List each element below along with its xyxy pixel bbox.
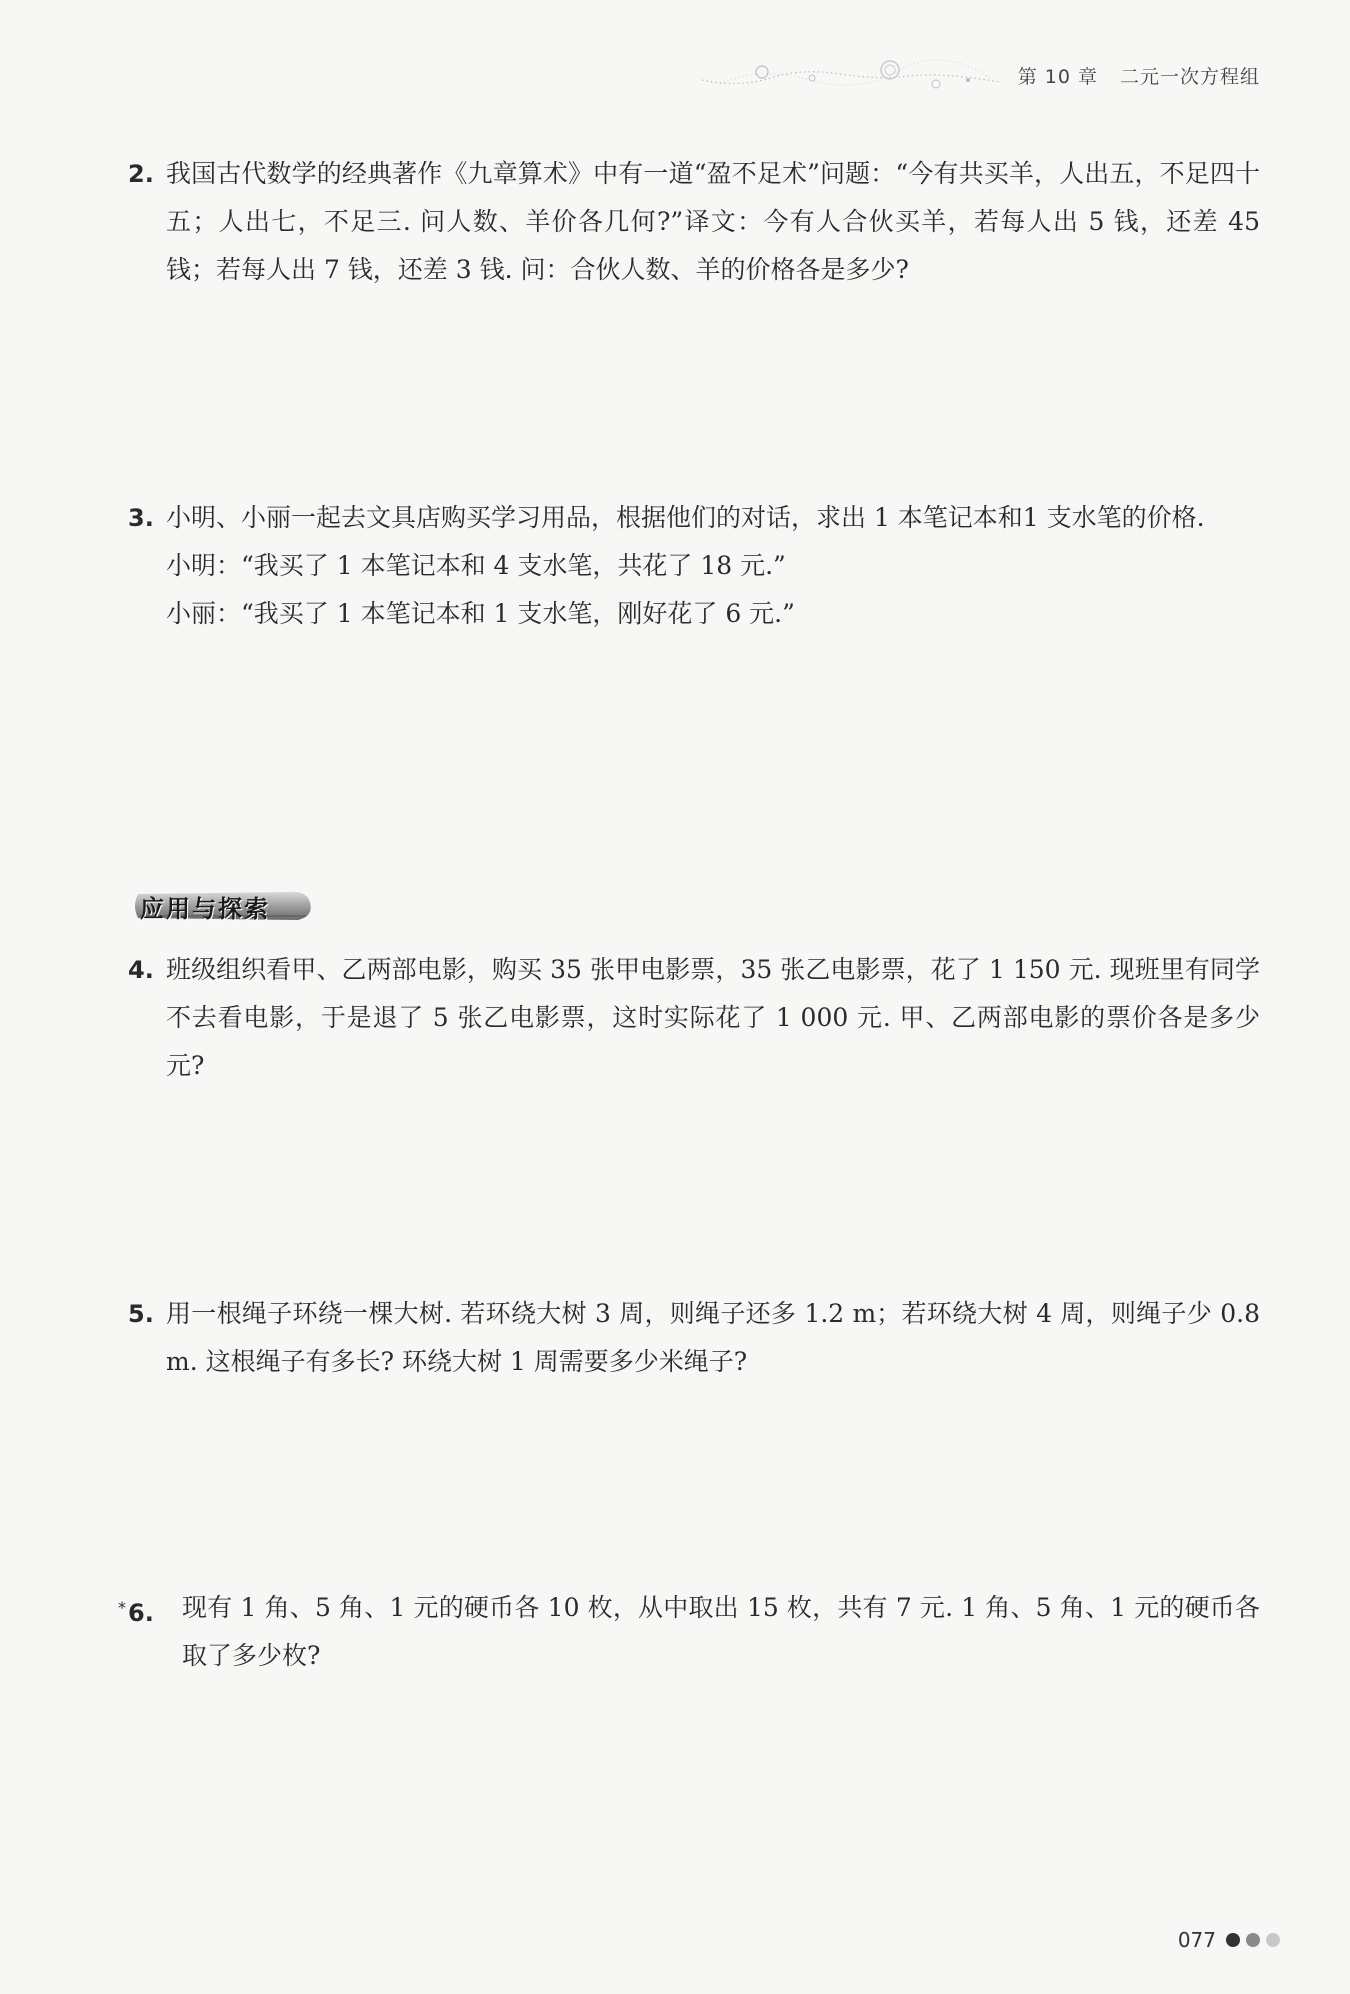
problem-5 bbox=[128, 1290, 1260, 1386]
dialog-line-xiaoming: 小明：“我买了 1 本笔记本和 4 支水笔，共花了 18 元.” bbox=[166, 551, 786, 580]
problem-text: 我国古代数学的经典著作《九章算术》中有一道“盈不足术”问题：“今有共买羊，人出五，不足四十五；人出七，不足三. 问人数、羊价各几何?”译文：今有人合伙买羊，若每人出 5 钱，还差 45 钱；若每人出 7 钱，还差 3 钱. 问：合伙人数、羊的价格各是多少? bbox=[166, 159, 1260, 284]
problem-3 bbox=[128, 494, 1260, 638]
page-header bbox=[700, 58, 1260, 92]
dot-medium-icon bbox=[1246, 1933, 1260, 1947]
problem-text: 现有 1 角、5 角、1 元的硬币各 10 枚，从中取出 15 枚，共有 7 元. 1 角、5 角、1 元的硬币各取了多少枚? bbox=[182, 1593, 1260, 1670]
page-footer bbox=[1178, 1928, 1280, 1952]
chapter-number: 第 10 章 bbox=[1017, 65, 1098, 88]
challenge-star-mark: * bbox=[118, 1598, 126, 1617]
problem-text: 用一根绳子环绕一棵大树. 若环绕大树 3 周，则绳子还多 1.2 m；若环绕大树 4 周，则绳子少 0.8 m. 这根绳子有多长? 环绕大树 1 周需要多少米绳子? bbox=[166, 1299, 1260, 1376]
page-number: 077 bbox=[1177, 1928, 1216, 1952]
problem-number-text: 6. bbox=[128, 1599, 154, 1627]
problem-2 bbox=[128, 150, 1260, 294]
decorative-dotted-swirl-icon bbox=[700, 58, 1010, 92]
chapter-title: 二元一次方程组 bbox=[1119, 65, 1260, 88]
chapter-heading bbox=[1018, 62, 1260, 89]
dot-dark-icon bbox=[1226, 1933, 1240, 1947]
problem-text: 班级组织看甲、乙两部电影，购买 35 张甲电影票，35 张乙电影票，花了 1 150 元. 现班里有同学不去看电影，于是退了 5 张乙电影票，这时实际花了 1 000 元. 甲、乙两部电影的票价各是多少元? bbox=[166, 955, 1260, 1080]
dot-light-icon bbox=[1266, 1933, 1280, 1947]
problem-text: 小明、小丽一起去文具店购买学习用品，根据他们的对话，求出 1 本笔记本和1 支水笔的价格. bbox=[166, 503, 1205, 532]
dialog-line-xiaoli: 小丽：“我买了 1 本笔记本和 1 支水笔，刚好花了 6 元.” bbox=[166, 599, 795, 628]
problem-6 bbox=[118, 1584, 1260, 1680]
problem-number: 2. bbox=[128, 160, 154, 188]
problem-number: 4. bbox=[128, 956, 154, 984]
section-banner bbox=[128, 886, 316, 924]
problem-4 bbox=[128, 946, 1260, 1090]
section-label: 应用与探索 bbox=[140, 895, 270, 923]
problem-number: 3. bbox=[128, 504, 154, 532]
problem-number: 5. bbox=[128, 1300, 154, 1328]
problem-number bbox=[118, 1584, 154, 1637]
